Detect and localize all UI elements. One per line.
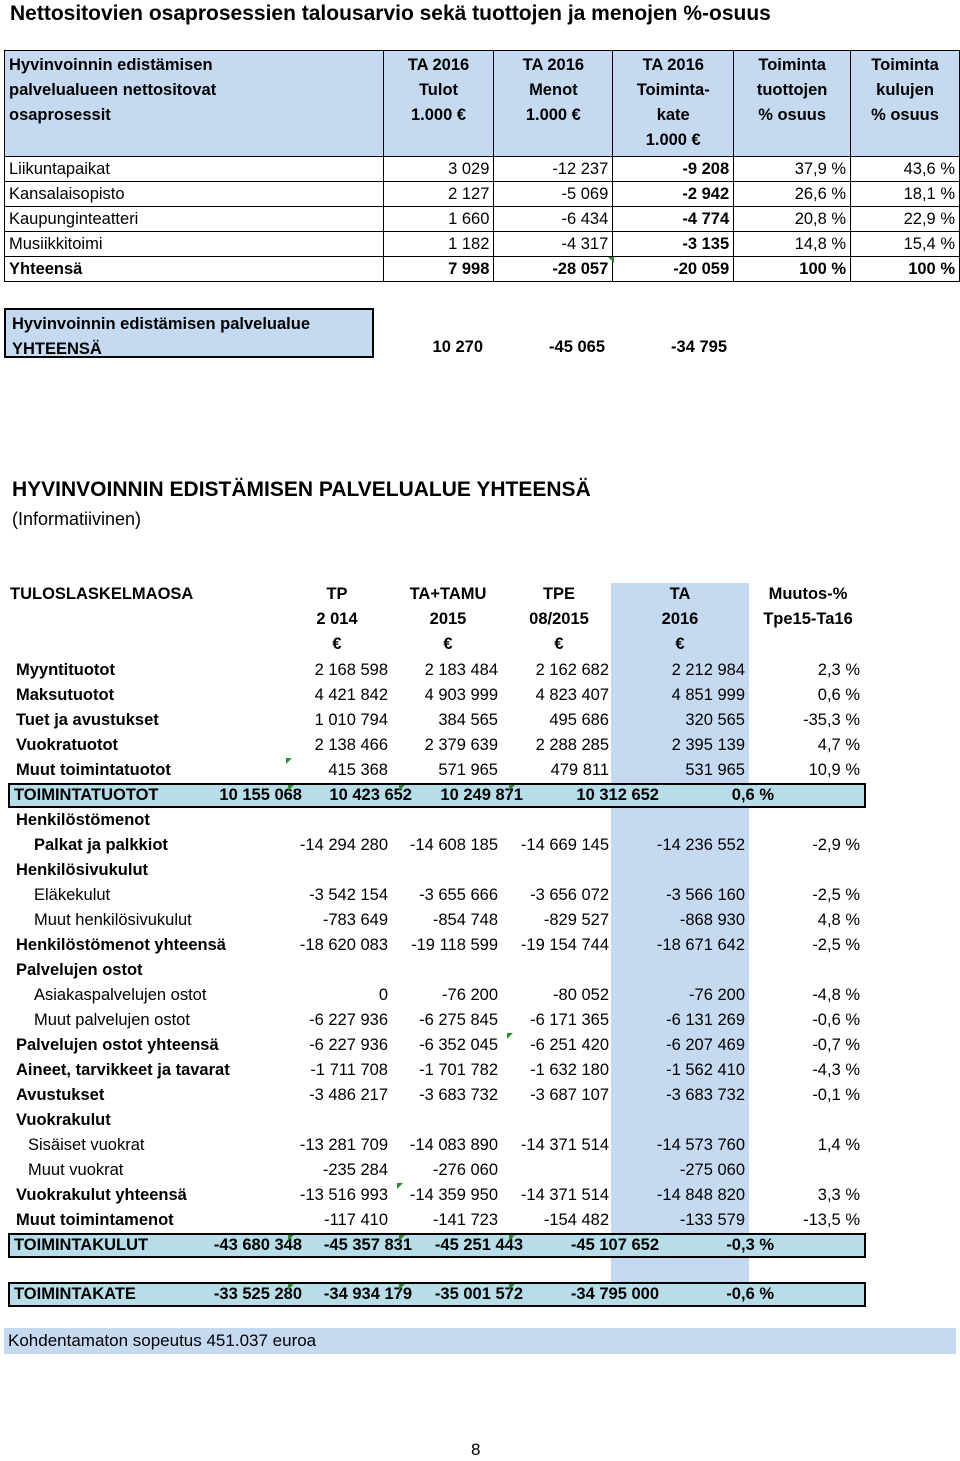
header-cell-process: Hyvinvoinnin edistämisen palvelualueen nettositovat osaprosessit [5, 51, 384, 157]
cell-col-3: 495 686 [549, 711, 609, 729]
cell-col-3: -80 052 [553, 986, 609, 1004]
header-cell-kulu-pct: Toiminta kulujen % osuus [851, 51, 960, 157]
column-header-2-l1: TA+TAMU [409, 585, 487, 603]
cell-col-2: -6 275 845 [419, 1011, 498, 1029]
comment-marker-icon [509, 785, 515, 791]
cell-col-5: -2,9 % [812, 836, 860, 854]
cell-col-5: 10,9 % [808, 761, 860, 779]
comment-marker-icon [399, 1235, 405, 1241]
column-header-1-l2: 2 014 [316, 610, 358, 628]
cell-col-2: 384 565 [438, 711, 498, 729]
cell-col-2: -76 200 [442, 986, 498, 1004]
cell-col-5: -0,6 % [812, 1011, 860, 1029]
cell-col-5: 4,8 % [817, 911, 860, 929]
row-label: Muut henkilösivukulut [34, 911, 192, 929]
comment-marker-icon [399, 1284, 405, 1290]
cell-col-2: -3 683 732 [419, 1086, 498, 1104]
cell-tuotto-pct: 100 % [734, 257, 851, 282]
cell-col-3: -3 687 107 [530, 1086, 609, 1104]
cell-col-4: -1 562 410 [666, 1061, 745, 1079]
cell-col-1: -3 542 154 [309, 886, 388, 904]
cell-col-2: -141 723 [432, 1211, 498, 1229]
comment-marker-icon [288, 785, 294, 791]
row-label: Liikuntapaikat [5, 157, 384, 182]
tuloslaskelma-label: TULOSLASKELMAOSA [10, 585, 194, 603]
cell-col-1: -13 281 709 [299, 1136, 388, 1154]
cell-col-4: -3 566 160 [666, 886, 745, 904]
cell-menot: -28 057 [494, 257, 613, 282]
cell-col-2: 571 965 [438, 761, 498, 779]
header-cell-tulot: TA 2016 Tulot 1.000 € [383, 51, 494, 157]
cell-tuotto-pct: 26,6 % [734, 182, 851, 207]
cell-col-2: 2 183 484 [424, 661, 498, 679]
total-label-line1: Hyvinvoinnin edistämisen palvelualue [12, 315, 311, 333]
cell-kate: -2 942 [613, 182, 734, 207]
row-label: Aineet, tarvikkeet ja tavarat [16, 1061, 230, 1079]
row-label: Tuet ja avustukset [16, 711, 159, 729]
cell-col-2: -14 083 890 [409, 1136, 498, 1154]
table-row [0, 1083, 960, 1108]
cell-col-4: -76 200 [689, 986, 745, 1004]
cell-col-3: -45 251 443 [434, 1236, 523, 1254]
cell-col-1: 415 368 [328, 761, 388, 779]
cell-col-4: -6 207 469 [666, 1036, 745, 1054]
column-header-4-l3: € [675, 635, 685, 653]
row-label: Vuokrakulut [16, 1111, 111, 1129]
comment-marker-icon [288, 1284, 294, 1290]
row-label: Sisäiset vuokrat [28, 1136, 145, 1154]
column-header-1-l1: TP [326, 585, 348, 603]
column-header-2-l3: € [443, 635, 453, 653]
table-row [0, 983, 960, 1008]
cell-kulu-pct: 18,1 % [851, 182, 960, 207]
cell-menot: -5 069 [494, 182, 613, 207]
cell-col-5: -2,5 % [812, 936, 860, 954]
cell-col-1: -1 711 708 [310, 1061, 388, 1079]
cell-col-5: 4,7 % [817, 736, 860, 754]
cell-col-1: 2 138 466 [314, 736, 388, 754]
table-row [0, 708, 960, 733]
cell-col-2: -14 608 185 [409, 836, 498, 854]
cell-col-3: -14 371 514 [520, 1186, 609, 1204]
total-row [8, 1233, 866, 1258]
cell-col-4: -18 671 642 [656, 936, 745, 954]
cell-col-2: -14 359 950 [409, 1186, 498, 1204]
comment-marker-icon [286, 758, 292, 764]
cell-col-3: -3 656 072 [530, 886, 609, 904]
row-label: Palvelujen ostot yhteensä [16, 1036, 219, 1054]
cell-col-1: -33 525 280 [213, 1285, 302, 1303]
cell-col-1: -6 227 936 [309, 1036, 388, 1054]
cell-tulot: 1 182 [383, 232, 494, 257]
column-header-5-l2: Tpe15-Ta16 [763, 610, 853, 628]
cell-col-1: 10 155 068 [219, 786, 302, 804]
cell-tuotto-pct: 37,9 % [734, 157, 851, 182]
page-number: 8 [471, 1440, 481, 1459]
cell-col-2: -276 060 [432, 1161, 498, 1179]
cell-tulot: 2 127 [383, 182, 494, 207]
comment-marker-icon [509, 1284, 515, 1290]
cell-col-3: 4 823 407 [535, 686, 609, 704]
cell-col-4: 2 395 139 [671, 736, 745, 754]
cell-tuotto-pct: 20,8 % [734, 207, 851, 232]
cell-col-1: -6 227 936 [309, 1011, 388, 1029]
cell-col-5: 1,4 % [817, 1136, 860, 1154]
row-label: TOIMINTAKULUT [14, 1236, 149, 1254]
header-cell-tuotto-pct: Toiminta tuottojen % osuus [734, 51, 851, 157]
cell-tulot: 7 998 [383, 257, 494, 282]
column-header-3-l3: € [554, 635, 564, 653]
row-label: Palvelujen ostot [16, 961, 143, 979]
comment-marker-icon [397, 1183, 403, 1189]
table-row [0, 733, 960, 758]
total-row [8, 1282, 866, 1307]
cell-col-1: 2 168 598 [314, 661, 388, 679]
cell-col-3: 2 288 285 [535, 736, 609, 754]
cell-col-5: 0,6 % [817, 686, 860, 704]
cell-kulu-pct: 15,4 % [851, 232, 960, 257]
table-row [0, 1158, 960, 1183]
row-label: Musiikkitoimi [5, 232, 384, 257]
table-row [0, 1058, 960, 1083]
total-row [8, 783, 866, 808]
cell-col-4: 2 212 984 [671, 661, 745, 679]
cell-col-3: 2 162 682 [535, 661, 609, 679]
column-header-4-l2: 2016 [661, 610, 699, 628]
cell-col-4: -14 236 552 [656, 836, 745, 854]
cell-col-2: -19 118 599 [411, 936, 498, 954]
row-label: Muut vuokrat [28, 1161, 124, 1179]
table-row [0, 1108, 960, 1133]
row-label: Muut toimintamenot [16, 1211, 174, 1229]
cell-col-3: -829 527 [543, 911, 609, 929]
table-row [0, 1008, 960, 1033]
cell-col-3: -1 632 180 [530, 1061, 609, 1079]
comment-marker-icon [507, 1033, 513, 1039]
cell-col-3: -14 371 514 [520, 1136, 609, 1154]
cell-col-5: 3,3 % [817, 1186, 860, 1204]
comment-marker-icon [509, 1235, 515, 1241]
column-header-1-l3: € [332, 635, 342, 653]
row-label: Myyntituotot [16, 661, 115, 679]
comment-marker-icon [288, 1235, 294, 1241]
cell-col-5: -2,5 % [812, 886, 860, 904]
table-row [0, 1208, 960, 1233]
cell-col-3: -6 251 420 [530, 1036, 609, 1054]
cell-col-3: -14 669 145 [520, 836, 609, 854]
table-row [0, 908, 960, 933]
cell-col-4: -45 107 652 [570, 1236, 659, 1254]
row-label: Vuokrakulut yhteensä [16, 1186, 187, 1204]
cell-menot: -6 434 [494, 207, 613, 232]
cell-col-5: -4,8 % [812, 986, 860, 1004]
row-label: Maksutuotot [16, 686, 115, 704]
row-label: Kaupunginteatteri [5, 207, 384, 232]
cell-col-5: -0,7 % [812, 1036, 860, 1054]
header-cell-menot: TA 2016 Menot 1.000 € [494, 51, 613, 157]
cell-col-5: -13,5 % [803, 1211, 860, 1229]
cell-kate: -20 059 [613, 257, 734, 282]
note-bar: Kohdentamaton sopeutus 451.037 euroa [4, 1328, 956, 1354]
comment-marker-icon [399, 785, 405, 791]
header-cell-kate: TA 2016 Toiminta- kate 1.000 € [613, 51, 734, 157]
cell-col-5: 2,3 % [817, 661, 860, 679]
cell-kate: -3 135 [613, 232, 734, 257]
cell-col-2: 2 379 639 [424, 736, 498, 754]
column-header-3-l2: 08/2015 [529, 610, 589, 628]
cell-col-2: -34 934 179 [323, 1285, 412, 1303]
column-header-5-l1: Muutos-% [768, 585, 848, 603]
total-kate: -34 795 [671, 338, 727, 356]
table-row [0, 833, 960, 858]
cell-col-1: -43 680 348 [213, 1236, 302, 1254]
cell-col-3: 479 811 [550, 761, 609, 779]
column-header-2-l2: 2015 [429, 610, 467, 628]
row-label: TOIMINTAKATE [14, 1285, 136, 1303]
total-tulot: 10 270 [432, 338, 483, 356]
cell-kate: -4 774 [613, 207, 734, 232]
cell-col-2: -45 357 831 [323, 1236, 412, 1254]
row-label: Vuokratuotot [16, 736, 119, 754]
cell-col-4: -275 060 [679, 1161, 745, 1179]
column-header-3-l1: TPE [542, 585, 576, 603]
cell-col-2: -1 701 782 [419, 1061, 498, 1079]
cell-col-5: -0,1 % [812, 1086, 860, 1104]
cell-col-1: -235 284 [322, 1161, 388, 1179]
cell-kulu-pct: 43,6 % [851, 157, 960, 182]
cell-col-4: -6 131 269 [666, 1011, 745, 1029]
table-row [0, 1183, 960, 1208]
cell-col-3: -35 001 572 [434, 1285, 523, 1303]
cell-menot: -4 317 [494, 232, 613, 257]
section-subheading: (Informatiivinen) [12, 509, 142, 529]
cell-tulot: 3 029 [383, 157, 494, 182]
cell-col-4: -14 573 760 [656, 1136, 745, 1154]
cell-col-4: 10 312 652 [576, 786, 659, 804]
table-row [0, 683, 960, 708]
table-row [0, 808, 960, 833]
table-row [0, 958, 960, 983]
cell-col-2: -3 655 666 [419, 886, 498, 904]
section-heading: HYVINVOINNIN EDISTÄMISEN PALVELUALUE YHTEENSÄ [12, 478, 591, 501]
cell-col-3: 10 249 871 [440, 786, 523, 804]
table-row [0, 1133, 960, 1158]
cell-col-4: -14 848 820 [656, 1186, 745, 1204]
cell-col-1: -13 516 993 [299, 1186, 388, 1204]
cell-col-1: -783 649 [322, 911, 388, 929]
row-label: Henkilösivukulut [16, 861, 149, 879]
cell-tuotto-pct: 14,8 % [734, 232, 851, 257]
row-label: Muut palvelujen ostot [34, 1011, 190, 1029]
cell-kate: -9 208 [613, 157, 734, 182]
cell-col-3: -154 482 [543, 1211, 609, 1229]
cell-col-1: 1 010 794 [314, 711, 388, 729]
row-label: Henkilöstömenot yhteensä [16, 936, 226, 954]
cell-col-2: 10 423 652 [329, 786, 412, 804]
cell-col-1: -14 294 280 [299, 836, 388, 854]
row-label: Yhteensä [5, 257, 384, 282]
cell-col-3: -19 154 744 [520, 936, 609, 954]
cell-col-5: -0,6 % [726, 1285, 774, 1303]
row-label: Kansalaisopisto [5, 182, 384, 207]
cell-col-4: 531 965 [685, 761, 745, 779]
cell-col-1: -3 486 217 [309, 1086, 388, 1104]
cell-col-1: 4 421 842 [314, 686, 388, 704]
total-label-line2: YHTEENSÄ [12, 340, 102, 358]
cell-col-5: -0,3 % [726, 1236, 774, 1254]
cell-col-2: -854 748 [432, 911, 498, 929]
table-row [0, 1033, 960, 1058]
row-label: Henkilöstömenot [16, 811, 150, 829]
cell-col-5: -4,3 % [812, 1061, 860, 1079]
cell-col-4: -3 683 732 [666, 1086, 745, 1104]
cell-kulu-pct: 100 % [851, 257, 960, 282]
cell-kulu-pct: 22,9 % [851, 207, 960, 232]
page-title: Nettositovien osaprosessien talousarvio sekä tuottojen ja menojen %-osuus [10, 2, 771, 25]
cell-col-5: -35,3 % [803, 711, 860, 729]
table-row [0, 933, 960, 958]
row-label: Asiakaspalvelujen ostot [34, 986, 207, 1004]
cell-col-2: 4 903 999 [424, 686, 498, 704]
table-row [0, 658, 960, 683]
total-menot: -45 065 [549, 338, 605, 356]
row-label: Palkat ja palkkiot [34, 836, 168, 854]
cell-col-4: 320 565 [685, 711, 745, 729]
row-label: Eläkekulut [34, 886, 111, 904]
cell-col-1: 0 [378, 986, 388, 1004]
cell-col-4: -133 579 [679, 1211, 745, 1229]
cell-col-4: -34 795 000 [570, 1285, 659, 1303]
column-header-4-l1: TA [669, 585, 691, 603]
cell-col-3: -6 171 365 [530, 1011, 609, 1029]
cell-tulot: 1 660 [383, 207, 494, 232]
cell-col-5: 0,6 % [731, 786, 774, 804]
cell-col-2: -6 352 045 [419, 1036, 498, 1054]
table-row [0, 883, 960, 908]
row-label: TOIMINTATUOTOT [14, 786, 159, 804]
cell-col-4: 4 851 999 [671, 686, 745, 704]
table-row [0, 758, 960, 783]
cell-col-1: -117 410 [324, 1211, 388, 1229]
cell-col-1: -18 620 083 [299, 936, 388, 954]
cell-menot: -12 237 [494, 157, 613, 182]
row-label: Muut toimintatuotot [16, 761, 171, 779]
row-label: Avustukset [16, 1086, 105, 1104]
table-row [0, 858, 960, 883]
cell-col-4: -868 930 [679, 911, 745, 929]
